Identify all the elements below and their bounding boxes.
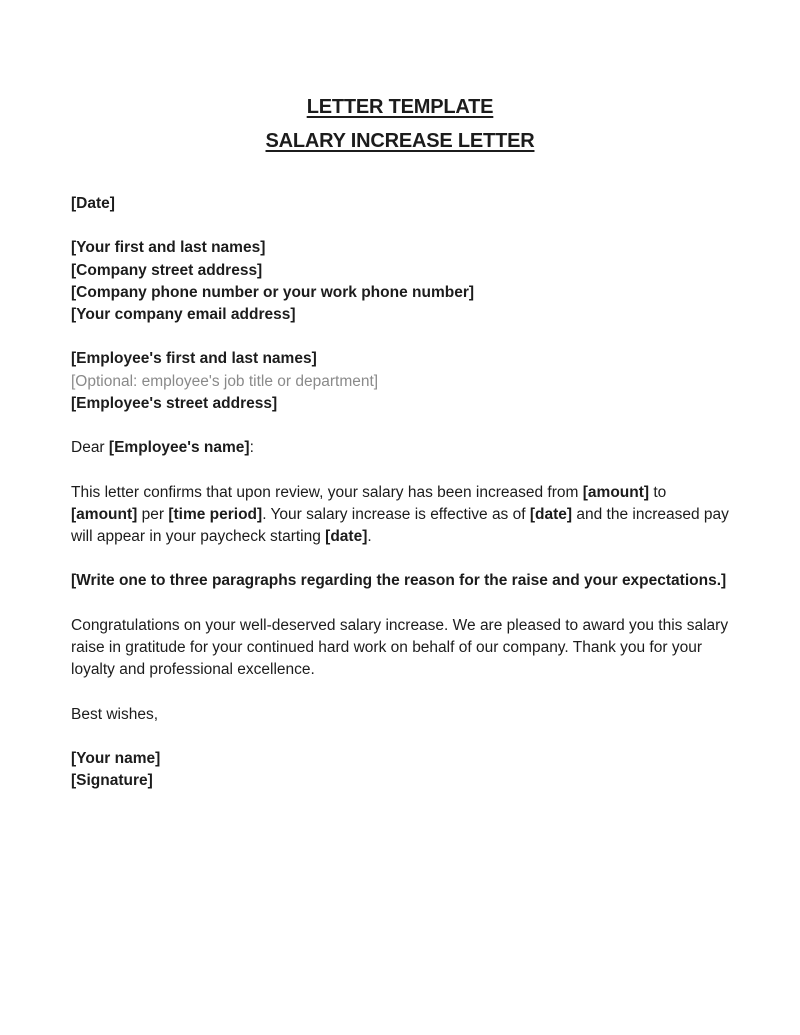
signature-placeholder: [Signature] [71,772,153,790]
amount-to-placeholder: [amount] [71,505,138,523]
letter-subtitle: SALARY INCREASE LETTER [265,130,535,152]
effective-date-placeholder: [date] [529,505,573,523]
date-placeholder: [Date] [71,195,115,212]
paragraph-salary-confirmation [71,482,731,549]
p1-text-2: to [649,483,667,501]
salutation-suffix: : [249,439,254,457]
sender-name: [Your first and last names] [71,239,266,257]
recipient-job-title: [Optional: employee's job title or department] [71,372,379,390]
paragraph-congratulations: Congratulations on your well-deserved salary increase. We are pleased to award you this salary raise in gratitude for your continued hard work on behalf of our company. Thank you for your loyalty and professional excellence. [71,616,729,679]
p1-text-3: per [137,505,169,523]
salutation-prefix: Dear [71,439,109,457]
p1-text-6: . [367,527,372,545]
time-period-placeholder: [time period] [168,505,263,523]
letter-title: LETTER TEMPLATE [306,96,494,118]
paycheck-date-placeholder: [date] [325,527,368,545]
your-name-placeholder: [Your name] [71,749,161,767]
paragraph-reason-placeholder: [Write one to three paragraphs regarding the reason for the raise and your expectations.] [71,572,727,590]
salutation [71,437,731,459]
p1-text-1: This letter confirms that upon review, your salary has been increased from [71,483,583,501]
sender-phone: [Company phone number or your work phone number] [71,283,475,301]
p1-text-4: . Your salary increase is effective as of [262,505,530,523]
recipient-street: [Employee's street address] [71,394,278,412]
recipient-name: [Employee's first and last names] [71,350,317,368]
letter-body [71,193,731,792]
salutation-name: [Employee's name] [108,439,250,457]
amount-from-placeholder: [amount] [582,483,650,501]
closing: Best wishes, [71,705,159,723]
sender-email: [Your company email address] [71,306,296,323]
sender-street: [Company street address] [71,261,263,279]
p1-text-5: and the increased pay will appear in your paycheck starting [71,505,729,545]
